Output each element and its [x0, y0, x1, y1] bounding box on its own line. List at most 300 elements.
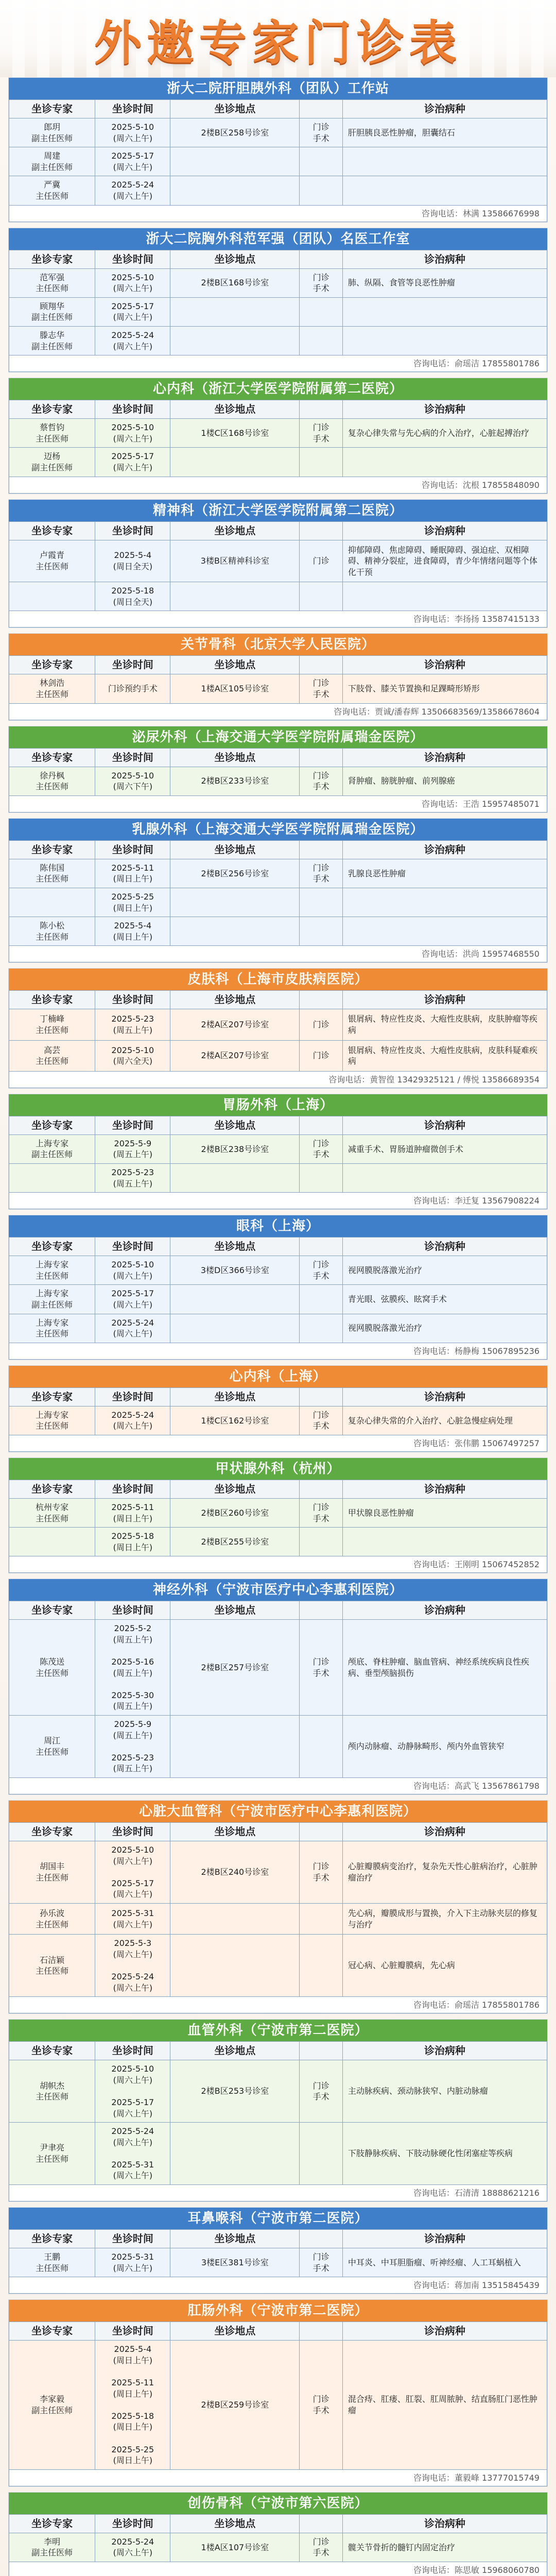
table-header-1: 坐诊时间 [95, 2322, 170, 2341]
disease-cell: 先心病，瓣膜成形与置换，介入下主动脉夹层的修复与治疗 [342, 1903, 547, 1934]
doctor-cell: 陈小松 主任医师 [9, 917, 95, 946]
table-row [9, 2123, 547, 2185]
disease-cell: 下肢静脉疾病、下肢动脉硬化性闭塞症等疾病 [342, 2123, 547, 2185]
place-cell: 1楼A区107号诊室 [170, 2533, 300, 2562]
type-cell [300, 1528, 343, 1556]
section-title: 耳鼻喉科（宁波市第二医院） [9, 2208, 547, 2229]
table-header-3 [300, 400, 343, 419]
table-header-2: 坐诊地点 [170, 1480, 300, 1498]
table-row [9, 326, 547, 355]
table-row [9, 268, 547, 297]
type-cell [300, 1285, 343, 1314]
table-row [9, 448, 547, 477]
table-row [9, 419, 547, 448]
time-cell: 2025-5-24 (周六上午) [95, 1406, 170, 1435]
section-4 [8, 633, 548, 720]
table-header-3 [300, 250, 343, 268]
table-row [9, 2341, 547, 2470]
disease-cell: 银屑病、特应性皮炎、大疱性皮肤病，皮肤科疑难疾病 [342, 1040, 547, 1071]
table-header-4: 诊治病种 [342, 1823, 547, 1841]
type-cell: 门诊 手术 [300, 2248, 343, 2277]
table-header-3 [300, 991, 343, 1009]
table-row [9, 1163, 547, 1192]
doctor-cell: 尹聿亮 主任医师 [9, 2123, 95, 2185]
disease-cell: 肾肿瘤、膀胱肿瘤、前列腺癌 [342, 767, 547, 795]
schedule-table [9, 990, 547, 1071]
contact-info: 咨询电话：石清清 18888621216 [9, 2185, 547, 2201]
table-header-0: 坐诊专家 [9, 2322, 95, 2341]
time-cell: 2025-5-31 (周六上午) [95, 2248, 170, 2277]
section-title: 浙大二院肝胆胰外科（团队）工作站 [9, 78, 547, 99]
section-title: 心内科（浙江大学医学院附属第二医院） [9, 378, 547, 400]
table-header-3 [300, 2514, 343, 2533]
schedule-table [9, 1601, 547, 1778]
section-title: 心脏大血管科（宁波市医疗中心李惠利医院） [9, 1801, 547, 1822]
table-header-1: 坐诊时间 [95, 1116, 170, 1134]
section-9 [8, 1215, 548, 1360]
table-header-0: 坐诊专家 [9, 991, 95, 1009]
place-cell: 2楼B区258号诊室 [170, 118, 300, 147]
table-row [9, 582, 547, 611]
type-cell: 门诊 手术 [300, 1498, 343, 1527]
table-row [9, 1903, 547, 1934]
time-cell: 门诊预约手术 [95, 674, 170, 703]
table-header-2: 坐诊地点 [170, 2230, 300, 2248]
time-cell: 2025-5-10 (周六上午) 2025-5-17 (周六上午) [95, 2060, 170, 2123]
doctor-cell: 胡帜杰 主任医师 [9, 2060, 95, 2123]
table-header-0: 坐诊专家 [9, 521, 95, 540]
time-cell: 2025-5-9 (周五上午) [95, 1134, 170, 1163]
place-cell [170, 297, 300, 326]
disease-cell [342, 1528, 547, 1556]
section-8 [8, 1094, 548, 1210]
table-header-4: 诊治病种 [342, 2230, 547, 2248]
table-header-1: 坐诊时间 [95, 100, 170, 118]
contact-info: 咨询电话：高武飞 13567861798 [9, 1778, 547, 1794]
table-header-1: 坐诊时间 [95, 1601, 170, 1620]
disease-cell: 乳腺良恶性肿瘤 [342, 859, 547, 888]
type-cell: 门诊 手术 [300, 268, 343, 297]
table-header-1: 坐诊时间 [95, 1238, 170, 1256]
table-header-0: 坐诊专家 [9, 1238, 95, 1256]
section-6 [8, 818, 548, 963]
section-17 [8, 2492, 548, 2576]
table-header-0: 坐诊专家 [9, 2230, 95, 2248]
time-cell: 2025-5-3 (周六上午) 2025-5-24 (周六上午) [95, 1935, 170, 1997]
type-cell: 门诊 手术 [300, 767, 343, 795]
table-header-4: 诊治病种 [342, 1238, 547, 1256]
contact-info: 咨询电话：黄智徨 13429325121 / 傅悦 13586689354 [9, 1072, 547, 1088]
type-cell: 门诊 手术 [300, 1256, 343, 1285]
type-cell [300, 448, 343, 477]
doctor-cell: 上海专家 主任医师 [9, 1256, 95, 1285]
type-cell: 门诊 手术 [300, 1406, 343, 1435]
disease-cell: 肺、纵隔、食管等良恶性肿瘤 [342, 268, 547, 297]
table-header-1: 坐诊时间 [95, 2514, 170, 2533]
table-header-3 [300, 1480, 343, 1498]
table-header-1: 坐诊时间 [95, 2042, 170, 2060]
table-header-4: 诊治病种 [342, 656, 547, 674]
time-cell: 2025-5-10 (周六上午) [95, 268, 170, 297]
table-header-0: 坐诊专家 [9, 100, 95, 118]
type-cell [300, 1314, 343, 1343]
time-cell: 2025-5-25 (周日上午) [95, 888, 170, 917]
table-header-1: 坐诊时间 [95, 840, 170, 859]
table-header-1: 坐诊时间 [95, 521, 170, 540]
table-header-3 [300, 1238, 343, 1256]
table-header-3 [300, 1116, 343, 1134]
time-cell: 2025-5-11 (周日上午) [95, 1498, 170, 1527]
table-header-3 [300, 2042, 343, 2060]
table-row [9, 1040, 547, 1071]
section-7 [8, 968, 548, 1088]
section-title: 泌尿外科（上海交通大学医学院附属瑞金医院） [9, 726, 547, 748]
place-cell [170, 888, 300, 917]
table-header-1: 坐诊时间 [95, 250, 170, 268]
table-row [9, 1406, 547, 1435]
schedule-table [9, 840, 547, 946]
time-cell: 2025-5-10 (周六上午) 2025-5-17 (周六上午) [95, 1841, 170, 1904]
doctor-cell: 上海专家 主任医师 [9, 1406, 95, 1435]
doctor-cell: 胡国丰 主任医师 [9, 1841, 95, 1904]
place-cell: 2楼B区240号诊室 [170, 1841, 300, 1904]
table-header-0: 坐诊专家 [9, 1823, 95, 1841]
table-row [9, 859, 547, 888]
table-row [9, 2533, 547, 2562]
table-header-4: 诊治病种 [342, 2322, 547, 2341]
doctor-cell [9, 1163, 95, 1192]
table-header-1: 坐诊时间 [95, 400, 170, 419]
time-cell: 2025-5-24 (周六上午) [95, 326, 170, 355]
table-row [9, 917, 547, 946]
doctor-cell: 顾翔华 副主任医师 [9, 297, 95, 326]
schedule-table [9, 1480, 547, 1556]
contact-info: 咨询电话：蒋加南 13515845439 [9, 2277, 547, 2294]
page-title: 外邀专家门诊表 [94, 15, 462, 71]
disease-cell [342, 176, 547, 205]
disease-cell: 髋关节骨折的髓钉内固定治疗 [342, 2533, 547, 2562]
contact-info: 咨询电话：洪尚 15957468550 [9, 946, 547, 962]
contact-info: 咨询电话：杨静梅 15067895236 [9, 1343, 547, 1360]
type-cell: 门诊 手术 [300, 2060, 343, 2123]
section-title: 乳腺外科（上海交通大学医学院附属瑞金医院） [9, 819, 547, 840]
section-title: 胃肠外科（上海） [9, 1094, 547, 1116]
table-header-4: 诊治病种 [342, 100, 547, 118]
contact-info: 咨询电话：林满 13586676998 [9, 206, 547, 222]
table-header-4: 诊治病种 [342, 2514, 547, 2533]
contact-info: 咨询电话：陈思敏 15968060780 [9, 2562, 547, 2576]
place-cell: 2楼B区168号诊室 [170, 268, 300, 297]
contact-info: 咨询电话：董毅峰 13777015749 [9, 2470, 547, 2486]
doctor-cell: 上海专家 主任医师 [9, 1314, 95, 1343]
table-header-3 [300, 840, 343, 859]
table-row [9, 1841, 547, 1904]
section-15 [8, 2207, 548, 2294]
table-header-4: 诊治病种 [342, 748, 547, 767]
disease-cell: 混合痔、肛瘘、肛裂、肛周脓肿、结直肠肛门恶性肿瘤 [342, 2341, 547, 2470]
doctor-cell: 王鹏 主任医师 [9, 2248, 95, 2277]
doctor-cell: 陈伟国 主任医师 [9, 859, 95, 888]
section-title: 关节骨科（北京大学人民医院） [9, 634, 547, 655]
contact-info: 咨询电话：俞瑶洁 17855801786 [9, 1997, 547, 2013]
table-row [9, 118, 547, 147]
doctor-cell [9, 1528, 95, 1556]
place-cell [170, 1716, 300, 1778]
type-cell: 门诊 手术 [300, 859, 343, 888]
type-cell [300, 1716, 343, 1778]
time-cell: 2025-5-18 (周日全天) [95, 582, 170, 611]
time-cell: 2025-5-10 (周六上午) [95, 1256, 170, 1285]
type-cell [300, 2123, 343, 2185]
schedule-table [9, 748, 547, 796]
section-title: 心内科（上海） [9, 1366, 547, 1387]
type-cell: 门诊 [300, 1009, 343, 1040]
table-header-4: 诊治病种 [342, 1116, 547, 1134]
place-cell: 2楼B区260号诊室 [170, 1498, 300, 1527]
place-cell: 2楼A区207号诊室 [170, 1040, 300, 1071]
table-header-3 [300, 100, 343, 118]
disease-cell [342, 147, 547, 176]
table-header-4: 诊治病种 [342, 991, 547, 1009]
type-cell [300, 917, 343, 946]
schedule-table [9, 1387, 547, 1435]
contact-info: 咨询电话：王浩 15957485071 [9, 796, 547, 812]
doctor-cell: 李明 副主任医师 [9, 2533, 95, 2562]
type-cell: 门诊 手术 [300, 1134, 343, 1163]
place-cell: 2楼B区256号诊室 [170, 859, 300, 888]
doctor-cell: 卢霞青 主任医师 [9, 540, 95, 582]
disease-cell: 冠心病、心脏瓣膜病，先心病 [342, 1935, 547, 1997]
table-header-2: 坐诊地点 [170, 250, 300, 268]
table-header-2: 坐诊地点 [170, 2042, 300, 2060]
table-header-3 [300, 521, 343, 540]
time-cell: 2025-5-24 (周六上午) 2025-5-31 (周六上午) [95, 2123, 170, 2185]
disease-cell [342, 888, 547, 917]
section-5 [8, 726, 548, 813]
place-cell [170, 917, 300, 946]
place-cell [170, 1163, 300, 1192]
table-row [9, 1620, 547, 1716]
table-header-1: 坐诊时间 [95, 1387, 170, 1406]
place-cell [170, 582, 300, 611]
section-title: 皮肤科（上海市皮肤病医院） [9, 969, 547, 990]
doctor-cell: 蔡哲钧 主任医师 [9, 419, 95, 448]
table-header-1: 坐诊时间 [95, 656, 170, 674]
doctor-cell: 周江 主任医师 [9, 1716, 95, 1778]
doctor-cell: 范军强 主任医师 [9, 268, 95, 297]
table-row [9, 1009, 547, 1040]
doctor-cell [9, 582, 95, 611]
type-cell [300, 147, 343, 176]
time-cell: 2025-5-24 (周六上午) [95, 1314, 170, 1343]
doctor-cell: 郎玥 副主任医师 [9, 118, 95, 147]
table-row [9, 1935, 547, 1997]
table-header-0: 坐诊专家 [9, 1480, 95, 1498]
table-header-1: 坐诊时间 [95, 748, 170, 767]
schedule-table [9, 1822, 547, 1997]
sections-container [0, 77, 556, 2576]
time-cell: 2025-5-23 (周五上午) [95, 1009, 170, 1040]
section-title: 神经外科（宁波市医疗中心李惠利医院） [9, 1579, 547, 1601]
doctor-cell: 上海专家 副主任医师 [9, 1134, 95, 1163]
time-cell: 2025-5-24 (周六上午) [95, 176, 170, 205]
doctor-cell: 迈杨 副主任医师 [9, 448, 95, 477]
disease-cell: 视网膜脱落激光治疗 [342, 1256, 547, 1285]
section-title: 血管外科（宁波市第二医院） [9, 2020, 547, 2041]
type-cell: 门诊 手术 [300, 1620, 343, 1716]
table-header-0: 坐诊专家 [9, 840, 95, 859]
contact-info: 咨询电话：沈根 17855848090 [9, 477, 547, 494]
table-header-0: 坐诊专家 [9, 1387, 95, 1406]
doctor-cell: 严冀 主任医师 [9, 176, 95, 205]
disease-cell: 银屑病、特应性皮炎、大疱性皮肤病，皮肤肿瘤等疾病 [342, 1009, 547, 1040]
time-cell: 2025-5-2 (周五上午) 2025-5-16 (周五上午) 2025-5-30 (周五上午) [95, 1620, 170, 1716]
table-row [9, 1134, 547, 1163]
disease-cell [342, 582, 547, 611]
disease-cell: 颅底、脊柱肿瘤、脑血管病、神经系统疾病良性疾病、垂型颅脑损伤 [342, 1620, 547, 1716]
table-header-2: 坐诊地点 [170, 2514, 300, 2533]
table-row [9, 2060, 547, 2123]
doctor-cell: 滕志华 副主任医师 [9, 326, 95, 355]
section-11 [8, 1458, 548, 1573]
type-cell [300, 1903, 343, 1934]
time-cell: 2025-5-17 (周六上午) [95, 297, 170, 326]
section-0 [8, 77, 548, 223]
doctor-cell: 上海专家 副主任医师 [9, 1285, 95, 1314]
table-header-4: 诊治病种 [342, 1387, 547, 1406]
type-cell: 门诊 手术 [300, 2341, 343, 2470]
table-header-2: 坐诊地点 [170, 1116, 300, 1134]
doctor-cell: 徐丹枫 主任医师 [9, 767, 95, 795]
time-cell: 2025-5-10 (周六全天) [95, 1040, 170, 1071]
disease-cell [342, 326, 547, 355]
type-cell: 门诊 手术 [300, 1841, 343, 1904]
table-row [9, 297, 547, 326]
table-header-0: 坐诊专家 [9, 2042, 95, 2060]
disease-cell: 中耳炎、中耳胆脂瘤、听神经瘤、人工耳蜗植入 [342, 2248, 547, 2277]
section-3 [8, 499, 548, 629]
table-header-2: 坐诊地点 [170, 1238, 300, 1256]
type-cell [300, 1935, 343, 1997]
table-header-2: 坐诊地点 [170, 840, 300, 859]
place-cell: 2楼B区255号诊室 [170, 1528, 300, 1556]
time-cell: 2025-5-31 (周六上午) [95, 1903, 170, 1934]
time-cell: 2025-5-23 (周五上午) [95, 1163, 170, 1192]
section-13 [8, 1800, 548, 2014]
time-cell: 2025-5-4 (周日上午) 2025-5-11 (周日上午) 2025-5-18 (周日上午) 2025-5-25 (周日上午) [95, 2341, 170, 2470]
time-cell: 2025-5-17 (周六上午) [95, 448, 170, 477]
place-cell: 2楼B区259号诊室 [170, 2341, 300, 2470]
doctor-cell: 孙乐波 主任医师 [9, 1903, 95, 1934]
time-cell: 2025-5-11 (周日上午) [95, 859, 170, 888]
table-row [9, 1285, 547, 1314]
disease-cell: 复杂心律失常的介入治疗、心脏急慢症病处理 [342, 1406, 547, 1435]
table-row [9, 888, 547, 917]
place-cell [170, 176, 300, 205]
place-cell: 1楼C区162号诊室 [170, 1406, 300, 1435]
disease-cell: 视网膜脱落激光治疗 [342, 1314, 547, 1343]
table-row [9, 674, 547, 703]
schedule-table [9, 655, 547, 703]
place-cell [170, 2123, 300, 2185]
doctor-cell: 李家毅 副主任医师 [9, 2341, 95, 2470]
table-row [9, 540, 547, 582]
section-title: 肛肠外科（宁波市第二医院） [9, 2300, 547, 2321]
type-cell [300, 582, 343, 611]
table-header-3 [300, 1823, 343, 1841]
table-header-2: 坐诊地点 [170, 2322, 300, 2341]
table-header-2: 坐诊地点 [170, 1601, 300, 1620]
table-header-4: 诊治病种 [342, 2042, 547, 2060]
table-header-1: 坐诊时间 [95, 991, 170, 1009]
table-header-0: 坐诊专家 [9, 250, 95, 268]
table-header-0: 坐诊专家 [9, 656, 95, 674]
disease-cell: 抑郁障碍、焦虑障碍、睡眠障碍、强迫症、双相障碍、精神分裂症，进食障碍，青少年情绪问题等个体化干预 [342, 540, 547, 582]
disease-cell: 颅内动脉瘤、动静脉畸形、颅内外血管狭窄 [342, 1716, 547, 1778]
table-row [9, 1256, 547, 1285]
place-cell [170, 1935, 300, 1997]
place-cell [170, 326, 300, 355]
type-cell: 门诊 手术 [300, 2533, 343, 2562]
type-cell [300, 176, 343, 205]
time-cell: 2025-5-17 (周六上午) [95, 147, 170, 176]
type-cell [300, 888, 343, 917]
time-cell: 2025-5-10 (周六上午) [95, 118, 170, 147]
type-cell [300, 1163, 343, 1192]
section-title: 浙大二院胸外科范军强（团队）名医工作室 [9, 228, 547, 250]
table-row [9, 1314, 547, 1343]
place-cell [170, 448, 300, 477]
schedule-table [9, 1116, 547, 1193]
disease-cell [342, 297, 547, 326]
time-cell: 2025-5-4 (周日上午) [95, 917, 170, 946]
schedule-table [9, 250, 547, 356]
doctor-cell: 周建 副主任医师 [9, 147, 95, 176]
contact-info: 咨询电话：贾诚/潘春辉 13506683569/13586678604 [9, 704, 547, 720]
disease-cell [342, 917, 547, 946]
disease-cell: 主动脉疾病、颈动脉狭窄、内脏动脉瘤 [342, 2060, 547, 2123]
table-header-1: 坐诊时间 [95, 1480, 170, 1498]
table-row [9, 767, 547, 795]
type-cell: 门诊 手术 [300, 419, 343, 448]
type-cell: 门诊 [300, 1040, 343, 1071]
place-cell: 1楼A区105号诊室 [170, 674, 300, 703]
contact-info: 咨询电话：张伟鹏 15067497257 [9, 1435, 547, 1452]
time-cell: 2025-5-18 (周日上午) [95, 1528, 170, 1556]
place-cell: 2楼B区238号诊室 [170, 1134, 300, 1163]
table-header-0: 坐诊专家 [9, 1116, 95, 1134]
table-header-0: 坐诊专家 [9, 1601, 95, 1620]
type-cell [300, 326, 343, 355]
place-cell: 2楼B区257号诊室 [170, 1620, 300, 1716]
disease-cell: 下肢骨、膝关节置换和足踝畸形矫形 [342, 674, 547, 703]
place-cell: 2楼A区207号诊室 [170, 1009, 300, 1040]
disease-cell: 复杂心律失常与先心病的介入治疗，心脏起搏治疗 [342, 419, 547, 448]
table-row [9, 1528, 547, 1556]
section-16 [8, 2299, 548, 2487]
disease-cell: 心脏瓣膜病变治疗，复杂先天性心脏病治疗，心脏肿瘤治疗 [342, 1841, 547, 1904]
place-cell [170, 1285, 300, 1314]
place-cell [170, 1903, 300, 1934]
place-cell: 1楼C区168号诊室 [170, 419, 300, 448]
table-header-4: 诊治病种 [342, 840, 547, 859]
doctor-cell: 高芸 主任医师 [9, 1040, 95, 1071]
section-title: 创伤骨科（宁波市第六医院） [9, 2493, 547, 2514]
schedule-table [9, 400, 547, 477]
table-row [9, 1716, 547, 1778]
table-header-3 [300, 2230, 343, 2248]
table-header-3 [300, 748, 343, 767]
